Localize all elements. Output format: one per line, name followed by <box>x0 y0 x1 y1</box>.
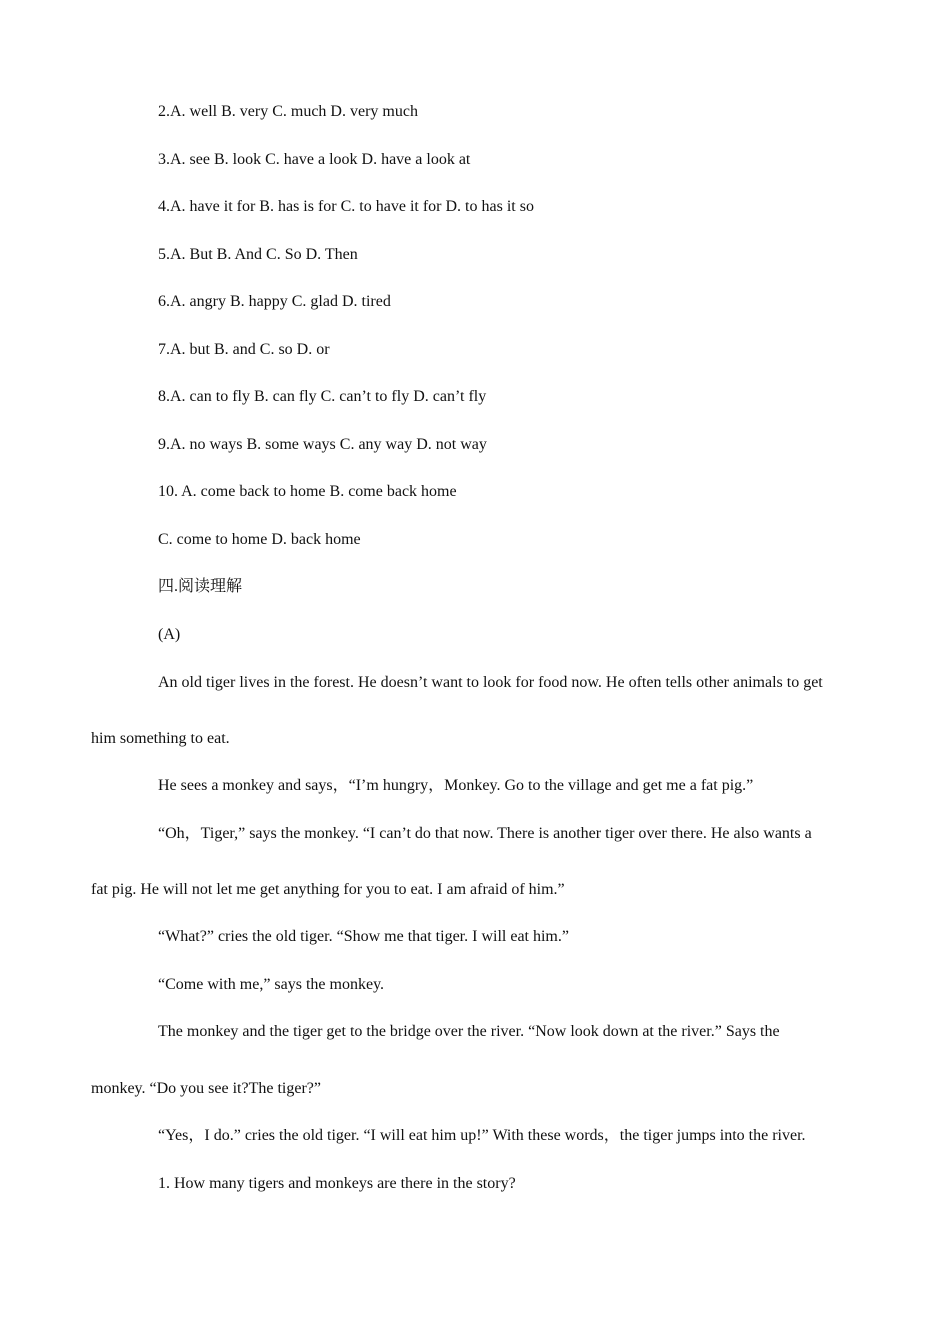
section-heading: 四.阅读理解 <box>158 578 243 595</box>
option-line-3: 3.A. see B. look C. have a look D. have a look at <box>158 151 471 168</box>
option-line-5: 5.A. But B. And C. So D. Then <box>158 246 358 263</box>
passage-paragraph-7: “Yes，I do.” cries the old tiger. “I will eat him up!” With these words，the tiger jumps into the river. <box>158 1127 806 1144</box>
passage-paragraph-6-continued: monkey. “Do you see it?The tiger?” <box>91 1080 321 1097</box>
option-line-10: 10. A. come back to home B. come back home <box>158 483 457 500</box>
passage-paragraph-6: The monkey and the tiger get to the bridge over the river. “Now look down at the river.” Says the <box>158 1023 780 1040</box>
option-line-7: 7.A. but B. and C. so D. or <box>158 341 330 358</box>
option-line-4: 4.A. have it for B. has is for C. to have it for D. to has it so <box>158 198 534 215</box>
passage-paragraph-2: He sees a monkey and says，“I’m hungry，Monkey. Go to the village and get me a fat pig.” <box>158 777 754 794</box>
option-line-2: 2.A. well B. very C. much D. very much <box>158 103 418 120</box>
option-line-8: 8.A. can to fly B. can fly C. can’t to fly D. can’t fly <box>158 388 487 405</box>
passage-label: (A) <box>158 626 181 643</box>
passage-paragraph-4: “What?” cries the old tiger. “Show me that tiger. I will eat him.” <box>158 928 569 945</box>
passage-paragraph-3-continued: fat pig. He will not let me get anything for you to eat. I am afraid of him.” <box>91 881 565 898</box>
passage-paragraph-5: “Come with me,” says the monkey. <box>158 976 385 993</box>
option-line-6: 6.A. angry B. happy C. glad D. tired <box>158 293 391 310</box>
option-line-10-continued: C. come to home D. back home <box>158 531 361 548</box>
option-line-9: 9.A. no ways B. some ways C. any way D. not way <box>158 436 487 453</box>
passage-paragraph-3: “Oh，Tiger,” says the monkey. “I can’t do that now. There is another tiger over there. He also wants a <box>158 825 812 842</box>
passage-paragraph-1-continued: him something to eat. <box>91 730 230 747</box>
passage-paragraph-1: An old tiger lives in the forest. He doesn’t want to look for food now. He often tells other animals to get <box>158 674 823 691</box>
question-1: 1. How many tigers and monkeys are there in the story? <box>158 1175 516 1192</box>
